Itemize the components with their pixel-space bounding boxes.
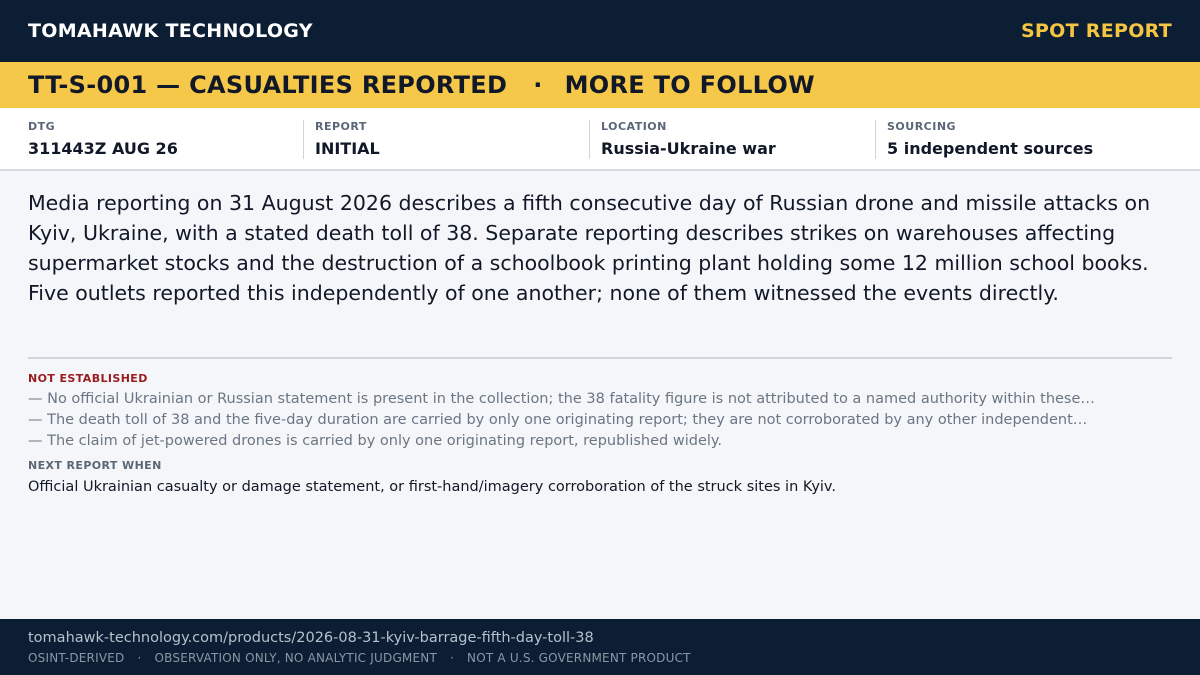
top-bar	[0, 0, 1200, 62]
meta-value: 5 independent sources	[887, 139, 1094, 158]
report-type: SPOT REPORT	[1020, 20, 1172, 42]
brand-name: TOMAHAWK TECHNOLOGY	[28, 20, 313, 42]
headline-title: TT-S-001 — CASUALTIES REPORTED	[28, 71, 508, 99]
headline-separator: ·	[533, 71, 543, 99]
meta-label: DTG	[28, 120, 56, 133]
not-established-item: — No official Ukrainian or Russian statement is present in the collection; the 38 fatality figure is not attributed to a named authority within these…	[28, 391, 1095, 407]
meta-label: REPORT	[315, 120, 367, 133]
meta-sourcing	[875, 120, 1161, 159]
meta-value: 311443Z AUG 26	[28, 139, 178, 158]
metadata-strip	[0, 108, 1200, 171]
not-established-label: NOT ESTABLISHED	[28, 372, 148, 385]
section-divider	[28, 357, 1172, 359]
meta-label: LOCATION	[601, 120, 667, 133]
meta-report	[303, 120, 589, 159]
footer-separator: ·	[137, 651, 142, 665]
footer-note: OBSERVATION ONLY, NO ANALYTIC JUDGMENT	[154, 651, 437, 665]
footer-bar	[0, 619, 1200, 675]
meta-value: Russia-Ukraine war	[601, 139, 776, 158]
next-report-label: NEXT REPORT WHEN	[28, 459, 162, 472]
footer-notes	[28, 651, 1172, 665]
next-report-text: Official Ukrainian casualty or damage statement, or first-hand/imagery corroboration of the struck sites in Kyiv.	[28, 479, 836, 495]
headline-banner	[0, 62, 1200, 108]
not-established-list	[28, 389, 1172, 452]
headline-status: MORE TO FOLLOW	[564, 71, 815, 99]
footer-url[interactable]: tomahawk-technology.com/products/2026-08-31-kyiv-barrage-fifth-day-toll-38	[28, 630, 594, 646]
not-established-item: — The claim of jet-powered drones is carried by only one originating report, republished widely.	[28, 433, 723, 449]
meta-dtg	[28, 120, 303, 159]
footer-separator: ·	[450, 651, 455, 665]
report-summary: Media reporting on 31 August 2026 describes a fifth consecutive day of Russian drone and missile attacks on Kyiv, Ukraine, with a stated death toll of 38. Separate reporting describes strikes on warehouses affecting supermarket stocks and the destruction of a schoolbook printing plant holding some 12 million school books. Five outlets reported this independently of one another; none of them witnessed the events directly.	[28, 191, 1151, 305]
meta-value: INITIAL	[315, 139, 380, 158]
footer-note: NOT A U.S. GOVERNMENT PRODUCT	[467, 651, 691, 665]
footer-note: OSINT-DERIVED	[28, 651, 125, 665]
meta-location	[589, 120, 875, 159]
meta-label: SOURCING	[887, 120, 957, 133]
not-established-item: — The death toll of 38 and the five-day duration are carried by only one originating report; they are not corroborated by any other independent…	[28, 412, 1088, 428]
